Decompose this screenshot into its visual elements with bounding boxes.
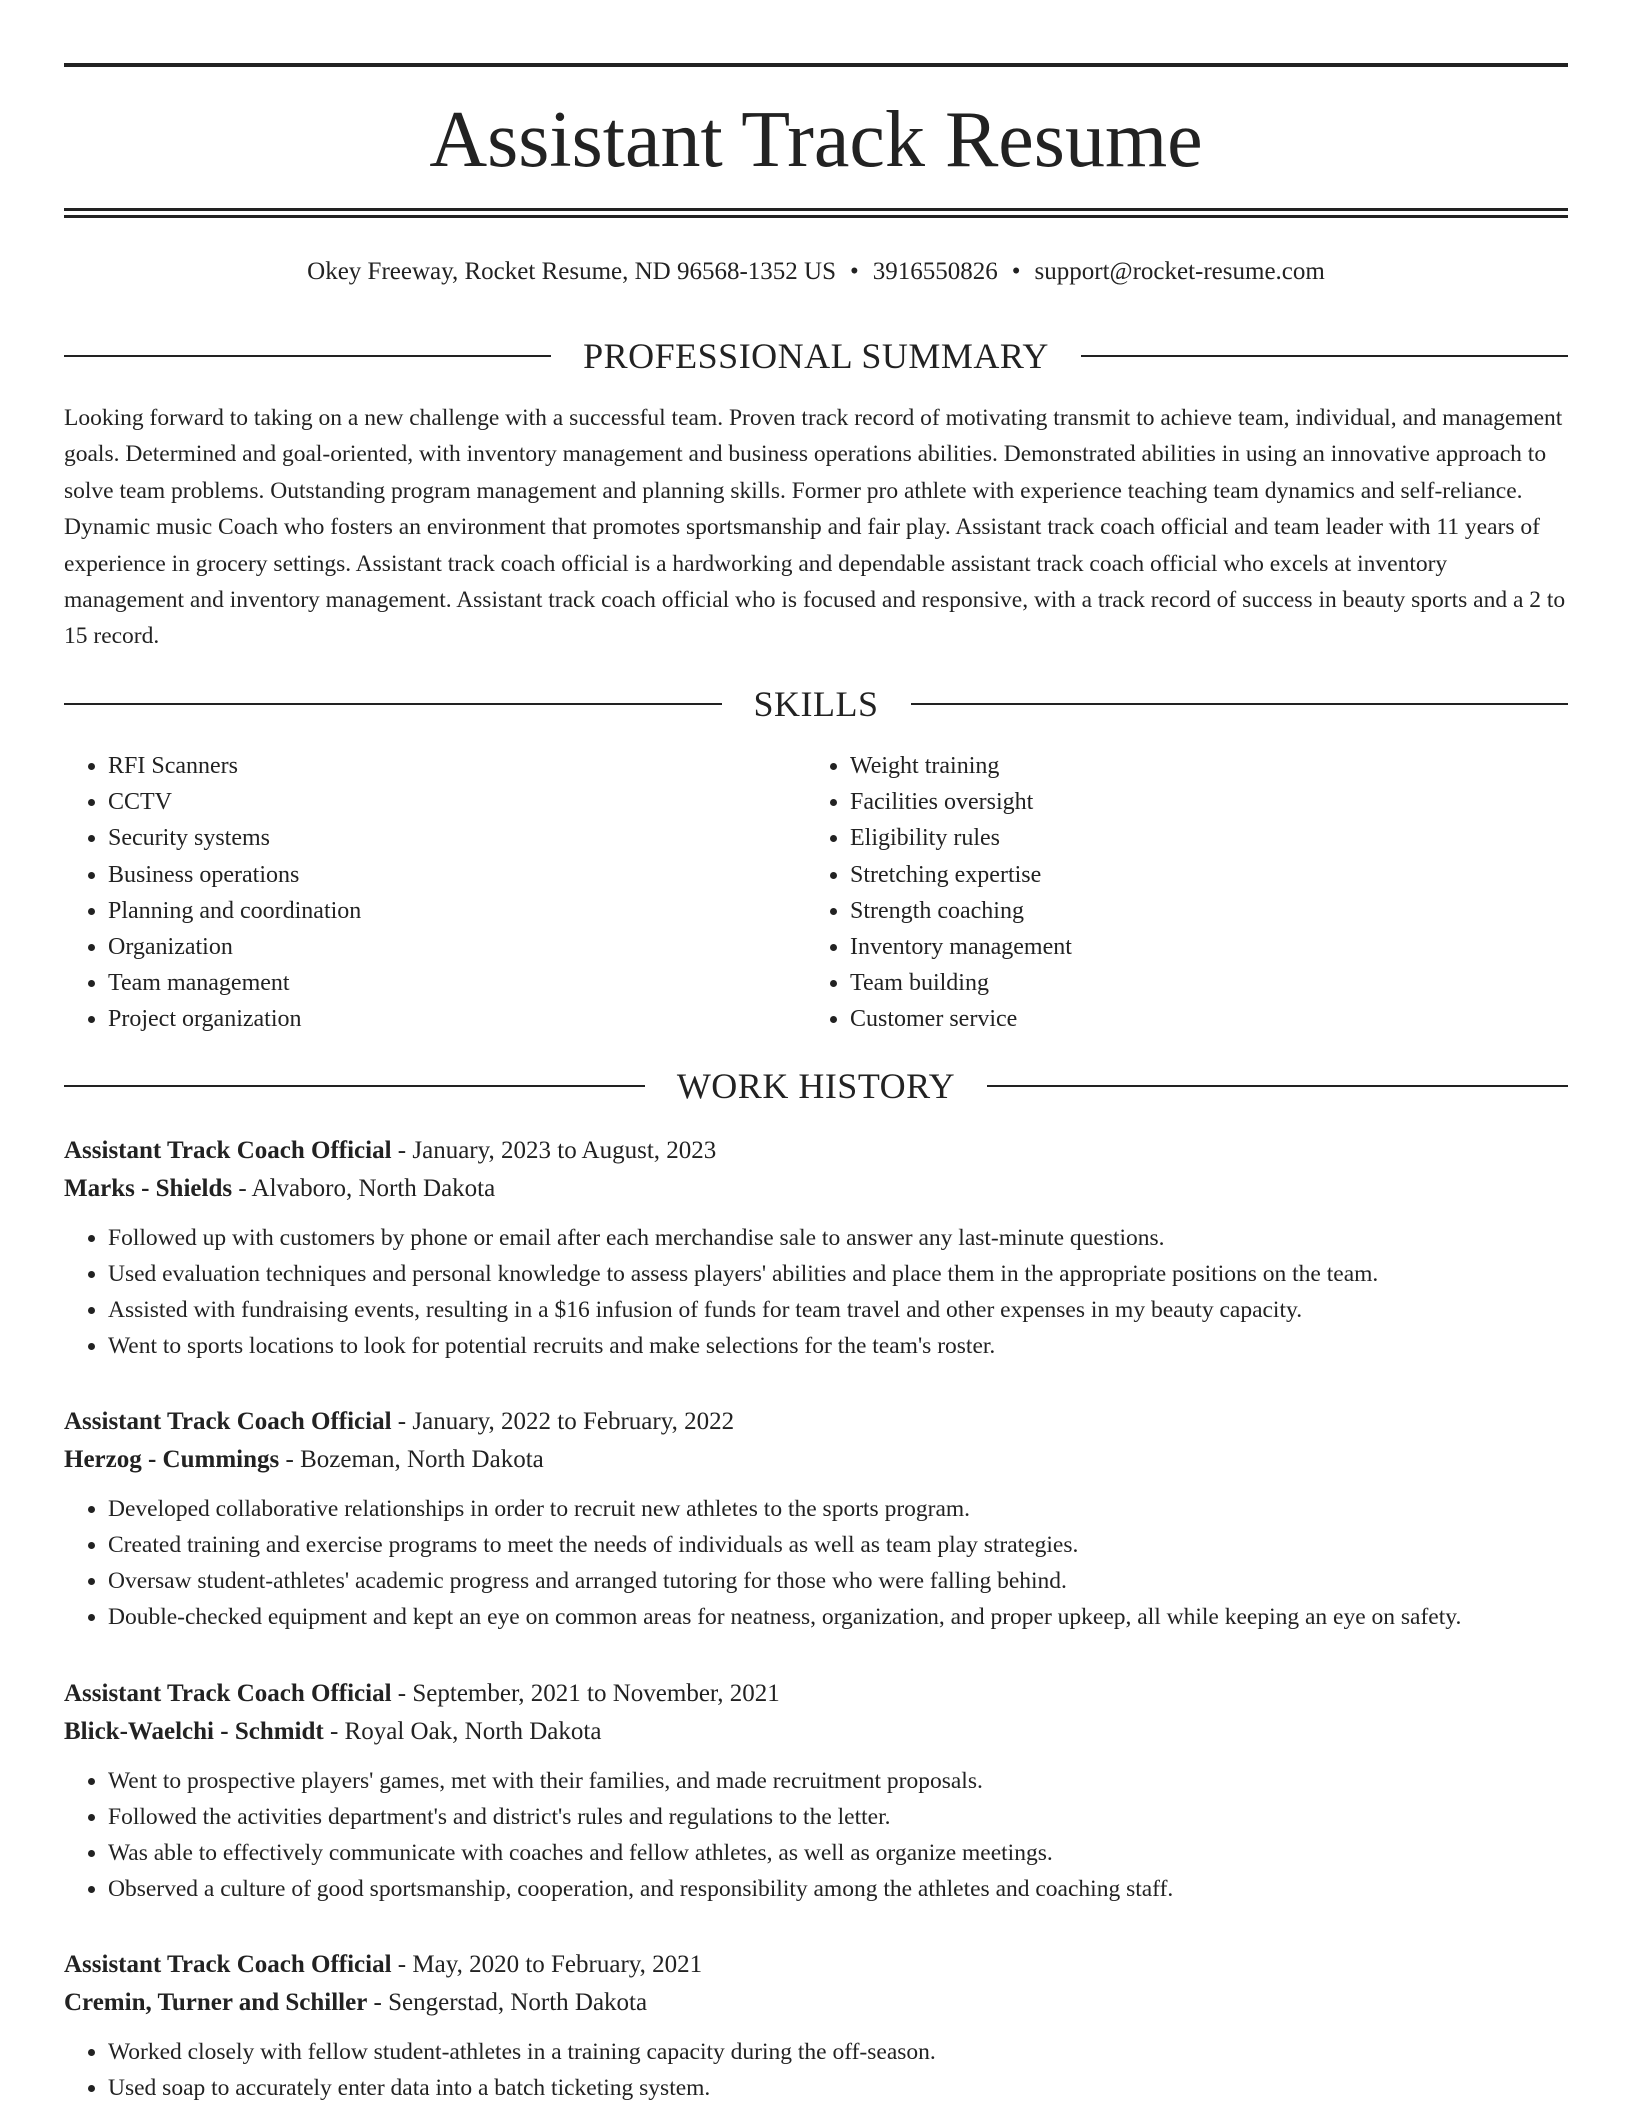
heading-rule-left (64, 355, 551, 357)
skill-item: • Eligibility rules (850, 820, 1548, 856)
contact-phone: 3916550826 (872, 258, 998, 285)
job-entry (64, 1403, 1568, 1635)
job-bullets (64, 1220, 1568, 1364)
job-employer-line (64, 1713, 1568, 1751)
job-bullet: • Went to sports locations to look for potential recruits and make selections for the team's roster. (108, 1328, 1568, 1364)
job-title: Assistant Track Coach Official (64, 1137, 392, 1164)
job-bullet: • Went to prospective players' games, met with their families, and made recruitment proposals. (108, 1763, 1568, 1799)
job-dates: - May, 2020 to February, 2021 (391, 1951, 703, 1978)
job-location: - Sengerstad, North Dakota (367, 1989, 648, 2016)
skill-item: • Inventory management (850, 929, 1548, 965)
heading-rule-left (64, 1085, 645, 1087)
work-section-heading (64, 1064, 1568, 1108)
job-title: Assistant Track Coach Official (64, 1408, 392, 1435)
skills-column-left (64, 748, 806, 1038)
job-location: - Royal Oak, North Dakota (323, 1718, 602, 1745)
skill-item: • Project organization (108, 1001, 806, 1037)
job-title-line (64, 1675, 1568, 1713)
skills-list (64, 748, 1568, 1038)
skill-item: • Business operations (108, 857, 806, 893)
summary-section-heading (64, 334, 1568, 378)
title-double-rule (64, 208, 1568, 218)
job-bullet: • Worked closely with fellow student-athletes in a training capacity during the off-season. (108, 2034, 1568, 2070)
job-bullet: • Oversaw student-athletes' academic progress and arranged tutoring for those who were falling behind. (108, 1563, 1568, 1599)
skill-item: • RFI Scanners (108, 748, 806, 784)
job-company: Blick-Waelchi - Schmidt (64, 1718, 324, 1745)
skills-heading-text: SKILLS (753, 684, 879, 724)
skill-item: • Organization (108, 929, 806, 965)
job-employer-line (64, 1170, 1568, 1208)
job-location: - Bozeman, North Dakota (279, 1446, 544, 1473)
contact-email: support@rocket-resume.com (1034, 258, 1325, 285)
skill-item: • Facilities oversight (850, 784, 1548, 820)
job-company: Cremin, Turner and Schiller (64, 1989, 368, 2016)
skill-item: • Strength coaching (850, 893, 1548, 929)
skill-item: • Security systems (108, 820, 806, 856)
skills-column-right (806, 748, 1548, 1038)
job-bullet: • Used soap to accurately enter data into a batch ticketing system. (108, 2070, 1568, 2106)
skill-item: • Planning and coordination (108, 893, 806, 929)
job-dates: - September, 2021 to November, 2021 (391, 1680, 780, 1707)
professional-summary: Looking forward to taking on a new challenge with a successful team. Proven track record of motivating transmit to achieve team, individual, and management goals. Determined and goal-oriented, with inventory management and business operations abilities. Demonstrated abilities in using an innovative approach to solve team problems. Outstanding program management and planning skills. Former pro athlete with experience teaching team dynamics and self-reliance. Dynamic music Coach who fosters an environment that promotes sportsmanship and fair play. Assistant track coach official and team leader with 11 years of experience in grocery settings. Assistant track coach official is a hardworking and dependable assistant track coach official who excels at inventory management and inventory management. Assistant track coach official who is focused and responsive, with a track record of success in beauty sports and a 2 to 15 record. (64, 405, 1566, 650)
job-title: Assistant Track Coach Official (64, 1680, 392, 1707)
job-entry (64, 1675, 1568, 1907)
contact-line (64, 254, 1568, 290)
skill-item: • Weight training (850, 748, 1548, 784)
job-bullet: • Used evaluation techniques and personal knowledge to assess players' abilities and place them in the appropriate positions on the team. (108, 1256, 1568, 1292)
job-title-line (64, 1946, 1568, 1984)
skill-item: • CCTV (108, 784, 806, 820)
job-company: Herzog - Cummings (64, 1446, 280, 1473)
summary-heading-text: PROFESSIONAL SUMMARY (583, 336, 1049, 376)
job-dates: - January, 2023 to August, 2023 (391, 1137, 717, 1164)
contact-address: Okey Freeway, Rocket Resume, ND 96568-1352 US (307, 258, 837, 285)
work-heading-text: WORK HISTORY (676, 1066, 956, 1106)
skills-section-heading (64, 682, 1568, 726)
job-bullet: • Followed the activities department's and district's rules and regulations to the letter. (108, 1799, 1568, 1835)
job-bullet: • Double-checked equipment and kept an eye on common areas for neatness, organization, and proper upkeep, all while keeping an eye on safety. (108, 1599, 1568, 1635)
heading-rule-right (987, 1085, 1568, 1087)
job-bullet: • Observed a culture of good sportsmanship, cooperation, and responsibility among the athletes and coaching staff. (108, 1871, 1568, 1907)
skill-item: • Team management (108, 965, 806, 1001)
top-rule (64, 63, 1568, 67)
job-bullets (64, 2034, 1568, 2106)
job-bullet: • Followed up with customers by phone or email after each merchandise sale to answer any last-minute questions. (108, 1220, 1568, 1256)
job-company: Marks - Shields (64, 1175, 233, 1202)
job-employer-line (64, 1984, 1568, 2022)
job-dates: - January, 2022 to February, 2022 (391, 1408, 735, 1435)
job-entry (64, 1132, 1568, 1364)
heading-rule-left (64, 703, 722, 705)
job-title-line (64, 1132, 1568, 1170)
skill-item: • Stretching expertise (850, 857, 1548, 893)
job-bullet: • Developed collaborative relationships in order to recruit new athletes to the sports program. (108, 1491, 1568, 1527)
job-employer-line (64, 1441, 1568, 1479)
job-bullet: • Assisted with fundraising events, resulting in a $16 infusion of funds for team travel and other expenses in my beauty capacity. (108, 1292, 1568, 1328)
contact-separator: • (1011, 258, 1021, 285)
job-title-line (64, 1403, 1568, 1441)
heading-rule-right (911, 703, 1569, 705)
job-title: Assistant Track Coach Official (64, 1951, 392, 1978)
heading-rule-right (1081, 355, 1568, 357)
job-bullet: • Was able to effectively communicate with coaches and fellow athletes, as well as organize meetings. (108, 1835, 1568, 1871)
job-entry (64, 1946, 1568, 2106)
page-title: Assistant Track Resume (429, 96, 1203, 184)
job-location: - Alvaboro, North Dakota (232, 1175, 496, 1202)
job-bullets (64, 1763, 1568, 1907)
contact-separator: • (850, 258, 859, 285)
skill-item: • Team building (850, 965, 1548, 1001)
job-bullet: • Created training and exercise programs to meet the needs of individuals as well as team play strategies. (108, 1527, 1568, 1563)
skill-item: • Customer service (850, 1001, 1548, 1037)
job-bullets (64, 1491, 1568, 1635)
